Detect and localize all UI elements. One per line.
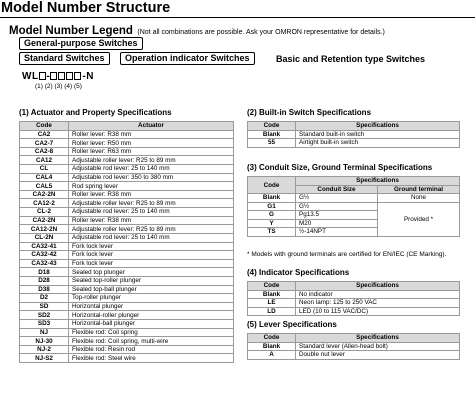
actuator-header-actuator: Actuator	[69, 122, 234, 131]
code-box-3	[58, 72, 65, 80]
indicator-section-title: (4) Indicator Specifications	[247, 268, 350, 277]
code-box-4	[66, 72, 73, 80]
code-box-5	[74, 72, 81, 80]
table-row	[20, 354, 234, 363]
actuator-code-cell: D38	[20, 285, 69, 294]
lever-header-code: Code	[248, 334, 296, 343]
table-row	[20, 165, 234, 174]
actuator-table-body	[20, 130, 234, 362]
table-row	[248, 130, 460, 139]
table-row	[20, 147, 234, 156]
table-row	[20, 199, 234, 208]
actuator-code-cell: CA12	[20, 156, 69, 165]
table-row	[20, 320, 234, 329]
code-box-2	[50, 72, 57, 80]
actuator-spec-cell: Horizontal plunger	[69, 302, 234, 311]
table-row	[20, 233, 234, 242]
actuator-code-cell: D2	[20, 294, 69, 303]
lever-table-body	[248, 342, 460, 359]
actuator-code-cell: CA2	[20, 130, 69, 139]
table-row	[20, 337, 234, 346]
actuator-spec-cell: Flexible rod: Coil spring	[69, 328, 234, 337]
table-row	[248, 307, 460, 316]
actuator-code-cell: SD3	[20, 320, 69, 329]
actuator-spec-cell: Roller lever: R38 mm	[69, 216, 234, 225]
actuator-code-cell: SD2	[20, 311, 69, 320]
table-row	[20, 268, 234, 277]
actuator-spec-cell: Adjustable rod lever: 350 to 380 mm	[69, 173, 234, 182]
table-row	[20, 208, 234, 217]
lever-header-specs: Specifications	[296, 334, 460, 343]
table-row	[20, 302, 234, 311]
conduit-size: G½	[296, 202, 378, 211]
actuator-spec-cell: Adjustable roller lever: R25 to 89 mm	[69, 156, 234, 165]
ground-provided: Provided *	[378, 202, 460, 236]
indicator-code-cell: LE	[248, 299, 296, 308]
conduit-note: * Models with ground terminals are certified for EN/IEC (CE Marking).	[247, 251, 447, 258]
table-row	[248, 351, 460, 360]
conduit-table	[247, 176, 460, 237]
conduit-code: G	[248, 211, 296, 220]
conduit-code: Y	[248, 219, 296, 228]
actuator-spec-cell: Sealed top plunger	[69, 268, 234, 277]
builtin-header-code: Code	[248, 122, 296, 131]
actuator-spec-cell: Adjustable roller lever: R25 to 89 mm	[69, 199, 234, 208]
table-row	[20, 285, 234, 294]
table-row	[20, 345, 234, 354]
conduit-size: G½	[296, 194, 378, 203]
actuator-spec-cell: Roller lever: R50 mm	[69, 139, 234, 148]
builtin-section-title: (2) Built-in Switch Specifications	[247, 108, 372, 117]
indicator-header-specs: Specifications	[296, 282, 460, 291]
actuator-code-cell: CA12-2	[20, 199, 69, 208]
actuator-spec-cell: Sealed top-roller plunger	[69, 276, 234, 285]
actuator-spec-cell: Adjustable rod lever: 25 to 140 mm	[69, 233, 234, 242]
builtin-code-cell: Blank	[248, 130, 296, 139]
conduit-size: Pg13.5	[296, 211, 378, 220]
table-row	[248, 299, 460, 308]
conduit-header-code: Code	[248, 177, 296, 194]
actuator-code-cell: CA32-43	[20, 259, 69, 268]
actuator-code-cell: CA2-2N	[20, 190, 69, 199]
table-row	[20, 216, 234, 225]
builtin-spec-cell: Airtight built-in switch	[296, 139, 460, 148]
actuator-spec-cell: Adjustable rod lever: 25 to 140 mm	[69, 208, 234, 217]
conduit-code: G1	[248, 202, 296, 211]
actuator-spec-cell: Roller lever: R38 mm	[69, 130, 234, 139]
builtin-spec-cell: Standard built-in switch	[296, 130, 460, 139]
table-row	[248, 290, 460, 299]
actuator-spec-cell: Flexible rod: Resin rod	[69, 345, 234, 354]
table-row	[248, 342, 460, 351]
actuator-spec-cell: Rod spring lever	[69, 182, 234, 191]
table-row	[20, 328, 234, 337]
indicator-code-cell: LD	[248, 307, 296, 316]
conduit-header-ground: Ground terminal	[378, 185, 460, 194]
model-suffix: -N	[82, 71, 94, 82]
basic-retention-title: Basic and Retention type Switches	[276, 54, 426, 64]
actuator-code-cell: CL-2	[20, 208, 69, 217]
table-row	[20, 276, 234, 285]
conduit-size: M20	[296, 219, 378, 228]
indicator-code-cell: Blank	[248, 290, 296, 299]
actuator-spec-cell: Horizontal-ball plunger	[69, 320, 234, 329]
indicator-header-code: Code	[248, 282, 296, 291]
indicator-table-body	[248, 290, 460, 316]
model-code: WL - -N	[22, 71, 94, 82]
lever-spec-cell: Standard lever (Allen-head bolt)	[296, 342, 460, 351]
table-row	[20, 225, 234, 234]
actuator-code-cell: CA2-8	[20, 147, 69, 156]
actuator-code-cell: D18	[20, 268, 69, 277]
indicator-table	[247, 281, 460, 316]
table-row	[20, 139, 234, 148]
legend-note: (Not all combinations are possible. Ask your OMRON representative for details.)	[137, 29, 385, 36]
actuator-spec-cell: Flexible rod: Coil spring, multi-wire	[69, 337, 234, 346]
table-row	[20, 182, 234, 191]
title-rule	[0, 17, 475, 18]
builtin-table	[247, 121, 460, 148]
actuator-spec-cell: Roller lever: R63 mm	[69, 147, 234, 156]
model-code-positions: (1) (2) (3) (4) (5)	[35, 83, 82, 90]
actuator-code-cell: CA12-2N	[20, 225, 69, 234]
actuator-spec-cell: Adjustable roller lever: R25 to 89 mm	[69, 225, 234, 234]
conduit-header-specs: Specifications	[296, 177, 460, 186]
indicator-spec-cell: Neon lamp: 125 to 250 VAC	[296, 299, 460, 308]
actuator-spec-cell: Fork lock lever	[69, 242, 234, 251]
page-title: Model Number Structure	[1, 0, 171, 16]
actuator-spec-cell: Fork lock lever	[69, 259, 234, 268]
legend-title: Model Number Legend	[9, 25, 133, 37]
table-row	[20, 259, 234, 268]
conduit-section-title: (3) Conduit Size, Ground Terminal Specifications	[247, 163, 433, 172]
actuator-spec-cell: Roller lever: R38 mm	[69, 190, 234, 199]
table-row	[20, 190, 234, 199]
table-row	[248, 202, 460, 211]
operation-indicator-label: Operation indicator Switches	[120, 52, 255, 65]
ground-none: None	[378, 194, 460, 203]
lever-code-cell: A	[248, 351, 296, 360]
general-purpose-label: General-purpose Switches	[19, 37, 143, 50]
actuator-code-cell: CAL4	[20, 173, 69, 182]
table-row	[20, 130, 234, 139]
actuator-spec-cell: Fork lock lever	[69, 251, 234, 260]
model-prefix: WL	[22, 71, 39, 82]
table-row	[248, 194, 460, 203]
conduit-code: Blank	[248, 194, 296, 203]
actuator-code-cell: SD	[20, 302, 69, 311]
actuator-spec-cell: Flexible rod: Steel wire	[69, 354, 234, 363]
table-row	[20, 156, 234, 165]
actuator-code-cell: NJ-2	[20, 345, 69, 354]
actuator-code-cell: CA32-42	[20, 251, 69, 260]
conduit-size: ½-14NPT	[296, 228, 378, 237]
table-row	[20, 242, 234, 251]
actuator-code-cell: NJ-S2	[20, 354, 69, 363]
actuator-section-title: (1) Actuator and Property Specifications	[19, 108, 172, 117]
actuator-spec-cell: Top-roller plunger	[69, 294, 234, 303]
table-row	[20, 311, 234, 320]
table-row	[20, 251, 234, 260]
table-row	[20, 173, 234, 182]
actuator-code-cell: CA2-7	[20, 139, 69, 148]
actuator-table	[19, 121, 234, 363]
lever-table	[247, 333, 460, 360]
standard-switches-label: Standard Switches	[19, 52, 110, 65]
lever-code-cell: Blank	[248, 342, 296, 351]
conduit-header-size: Conduit Size	[296, 185, 378, 194]
actuator-code-cell: CL-2N	[20, 233, 69, 242]
actuator-code-cell: CA2-2N	[20, 216, 69, 225]
actuator-code-cell: NJ	[20, 328, 69, 337]
table-row	[248, 139, 460, 148]
lever-section-title: (5) Lever Specifications	[247, 320, 337, 329]
builtin-code-cell: 55	[248, 139, 296, 148]
actuator-code-cell: NJ-30	[20, 337, 69, 346]
actuator-spec-cell: Horizontal-roller plunger	[69, 311, 234, 320]
actuator-header-code: Code	[20, 122, 69, 131]
code-box-1	[39, 72, 46, 80]
indicator-spec-cell: No indicator	[296, 290, 460, 299]
actuator-code-cell: CA32-41	[20, 242, 69, 251]
actuator-spec-cell: Sealed top-ball plunger	[69, 285, 234, 294]
actuator-spec-cell: Adjustable rod lever: 25 to 140 mm	[69, 165, 234, 174]
builtin-table-body	[248, 130, 460, 147]
indicator-spec-cell: LED (10 to 115 VAC/DC)	[296, 307, 460, 316]
actuator-code-cell: CL	[20, 165, 69, 174]
conduit-code: TS	[248, 228, 296, 237]
actuator-code-cell: CAL5	[20, 182, 69, 191]
actuator-code-cell: D28	[20, 276, 69, 285]
builtin-header-specs: Specifications	[296, 122, 460, 131]
lever-spec-cell: Double nut lever	[296, 351, 460, 360]
table-row	[20, 294, 234, 303]
